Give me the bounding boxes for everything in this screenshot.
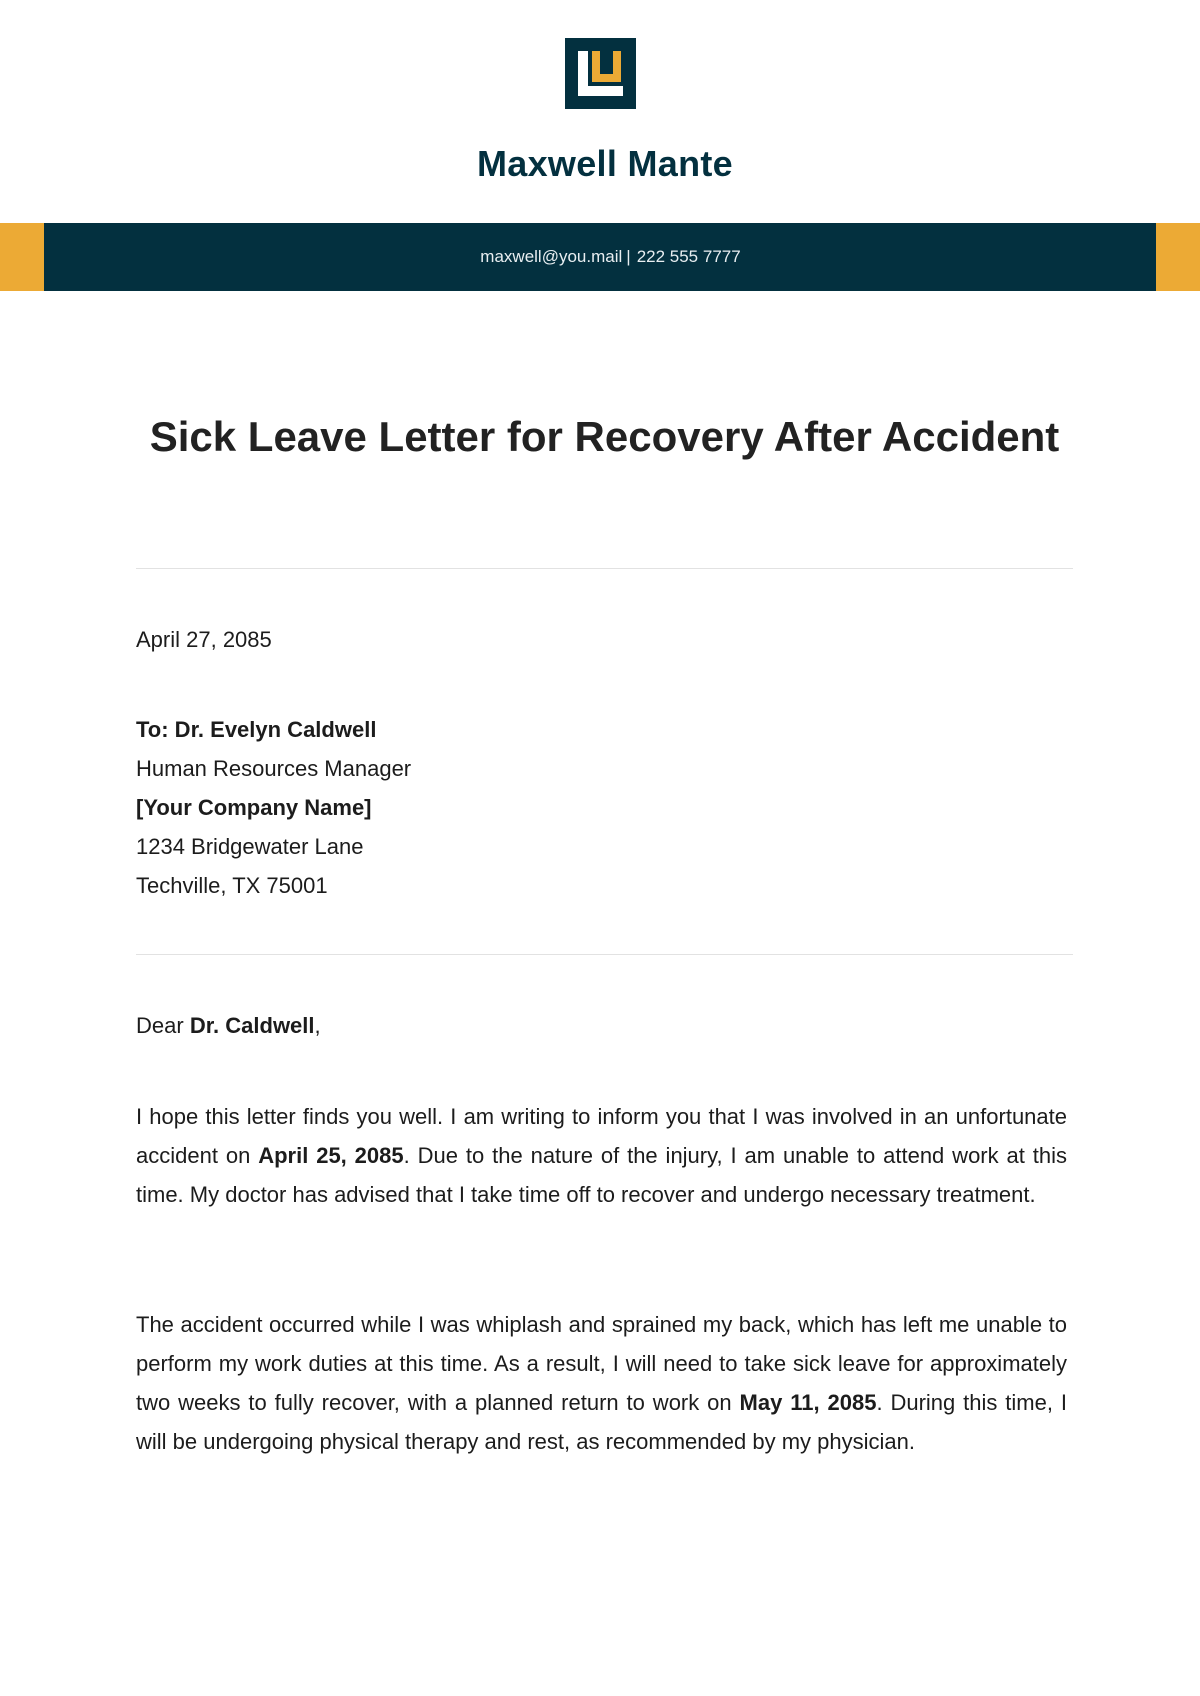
paragraph-1-text-b: . Due to the nature of the injury, I am unable to attend work at this time. My doctor has advised that I take time off to recover and undergo necessary treatment. [136,1143,1067,1207]
contact-banner [0,223,1200,291]
salutation [136,1006,321,1045]
letter-title: Sick Leave Letter for Recovery After Accident [149,413,1060,460]
salutation-punct: , [314,1013,321,1038]
body-paragraph-1 [136,1097,1067,1214]
sender-email[interactable]: maxwell@you.mail [480,247,623,266]
recipient-city: Techville, TX 75001 [136,873,328,898]
sender-phone[interactable]: 222 555 7777 [636,247,741,266]
letter-date: April 27, 2085 [136,627,272,652]
recipient-to-line: To: Dr. Evelyn Caldwell [136,717,377,742]
salutation-greeting: Dear [136,1013,184,1038]
paragraph-2-text-a: The accident occurred while I was whiplash and sprained my back, which has left me unable to perform my work duties at this time. As a result, I will need to take sick leave for approximately two weeks to fully recover, with a planned return to work on [136,1312,1067,1415]
recipient-role: Human Resources Manager [136,756,412,781]
salutation-name: Dr. Caldwell [189,1013,315,1038]
paragraph-1-text-a: I hope this letter finds you well. I am writing to inform you that I was involved in an unfortunate accident on [136,1104,1067,1168]
letter-block-logo-icon [565,38,636,109]
return-date: May 11, 2085 [739,1390,877,1415]
recipient-block [136,710,411,905]
contact-separator: | [626,247,631,266]
recipient-street: 1234 Bridgewater Lane [136,834,364,859]
accident-date: April 25, 2085 [258,1143,404,1168]
contact-info [0,223,1200,291]
divider-top [136,568,1073,569]
divider-middle [136,954,1073,955]
sender-name: Maxwell Mante [477,143,733,184]
body-paragraph-2 [136,1305,1067,1461]
recipient-company: [Your Company Name] [136,795,372,820]
paragraph-2-text-b: . During this time, I will be undergoing physical therapy and rest, as recommended by my physician. [136,1390,1067,1454]
